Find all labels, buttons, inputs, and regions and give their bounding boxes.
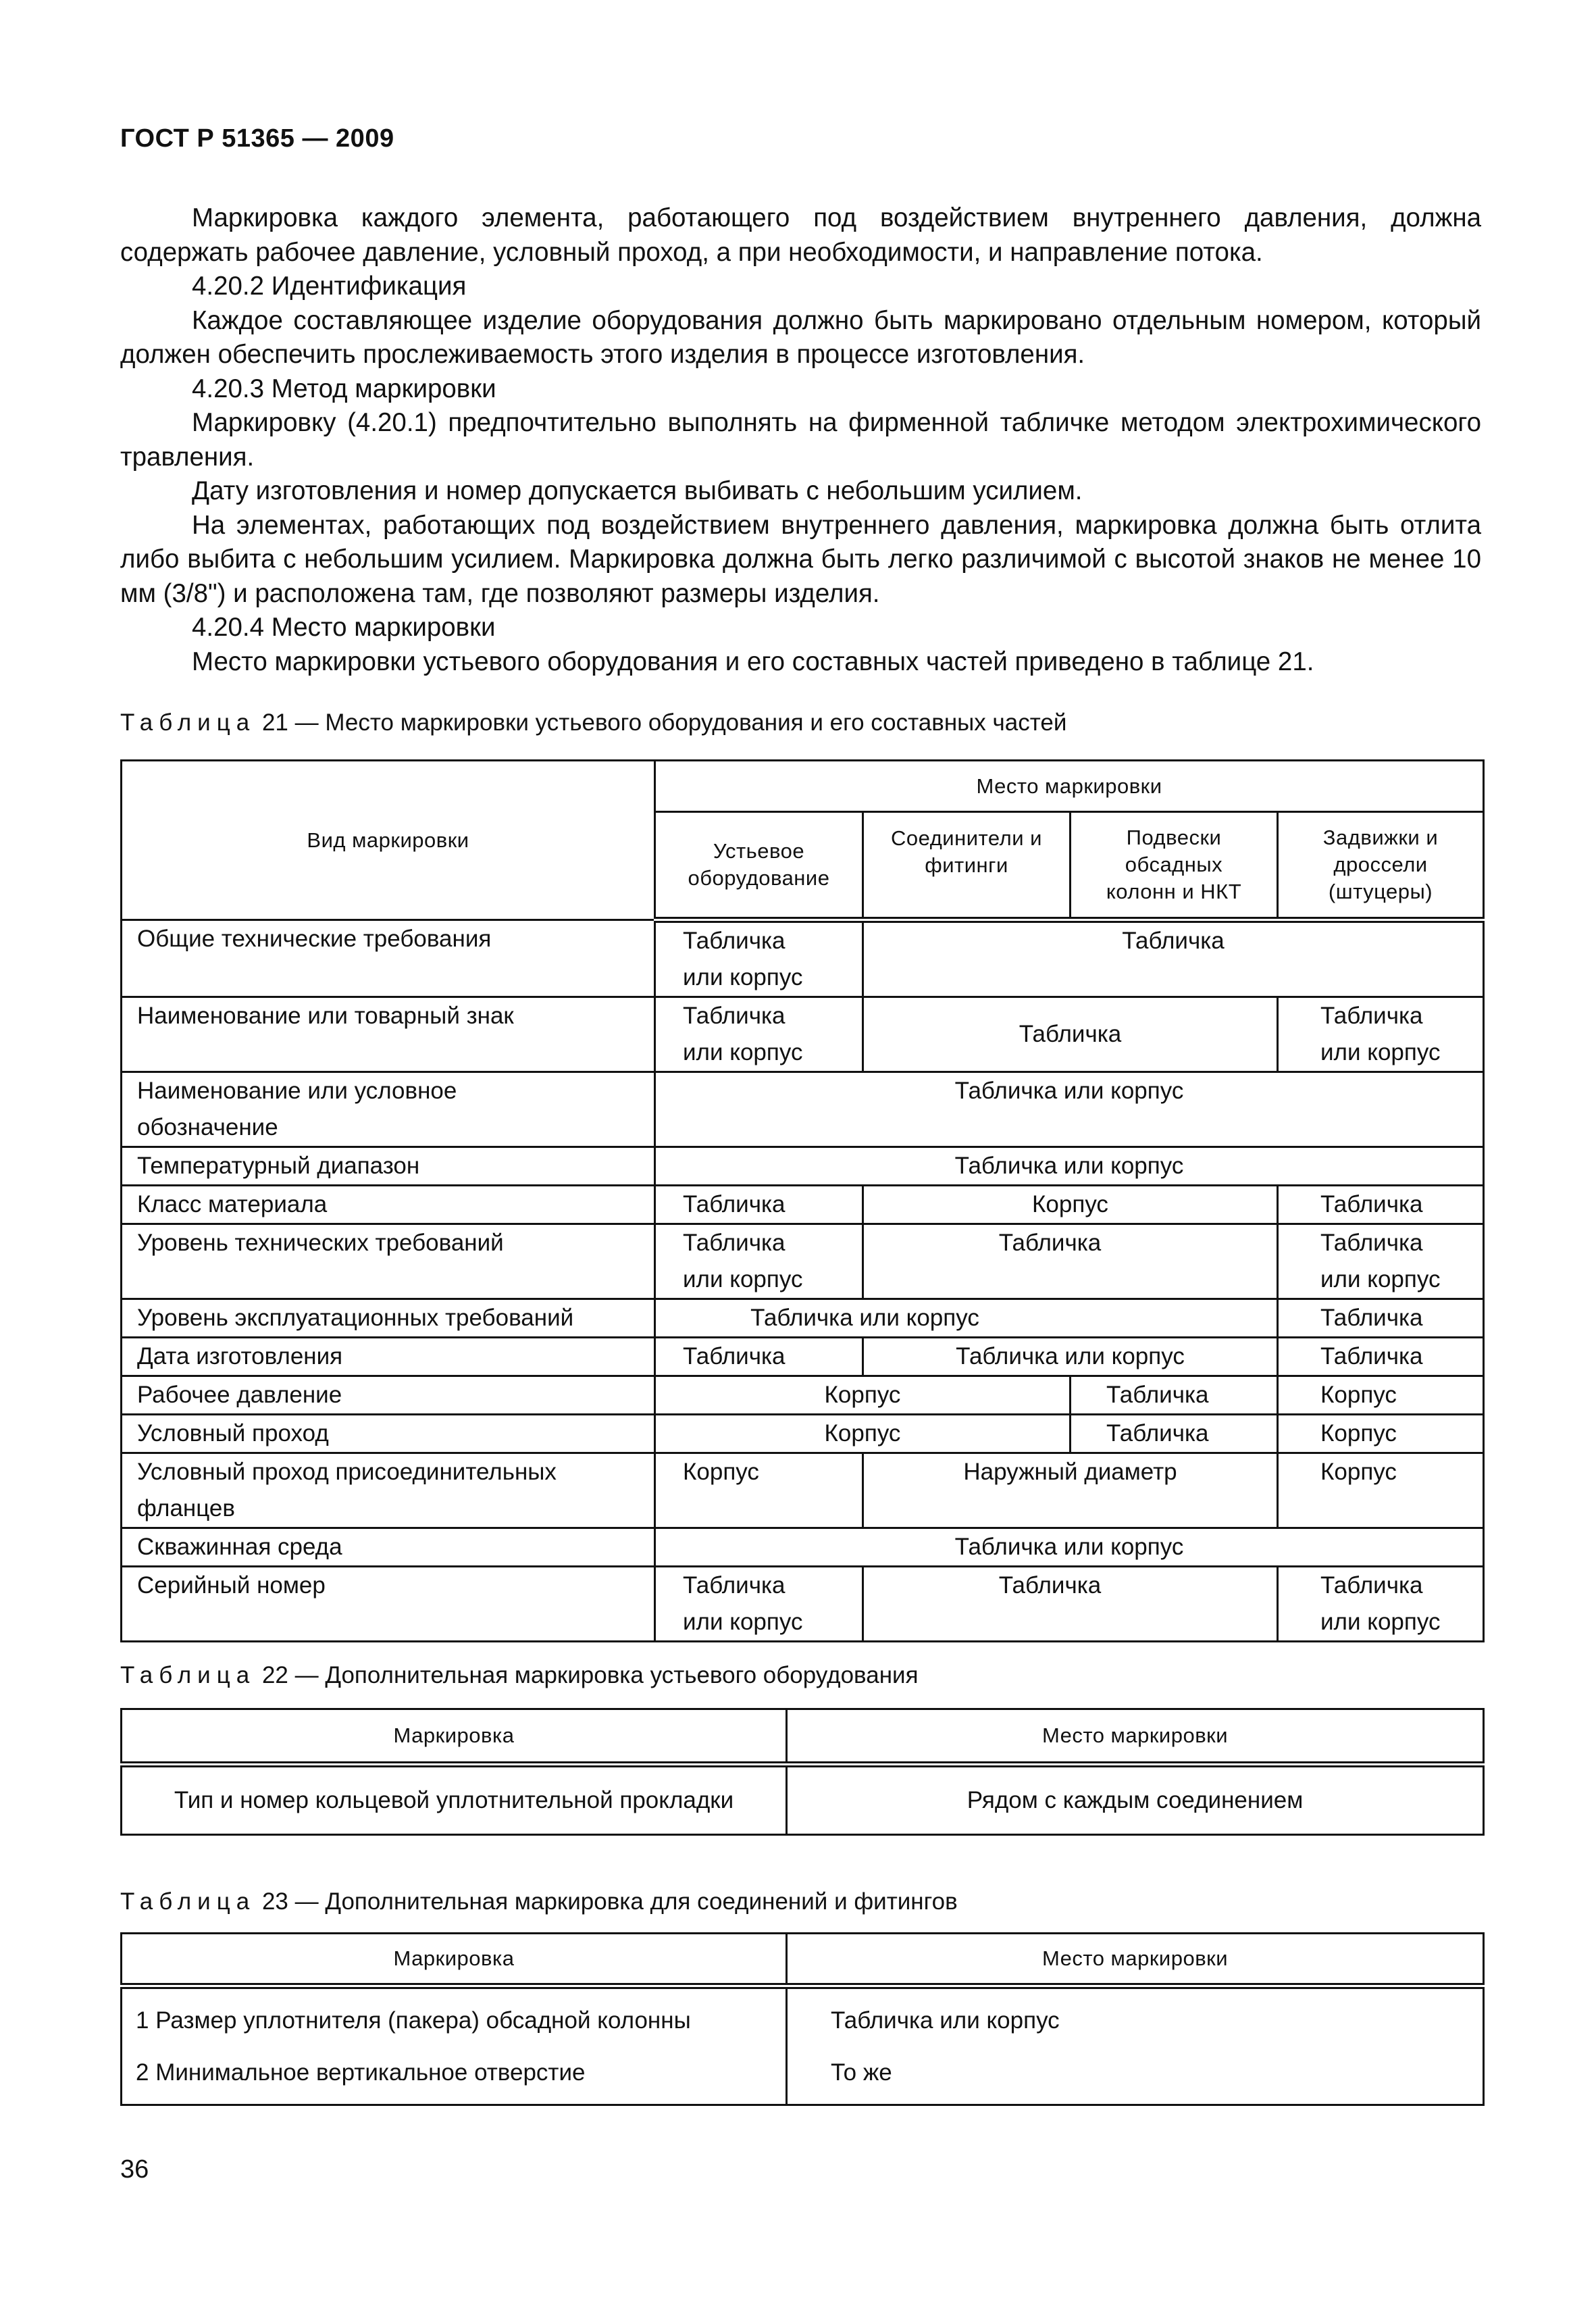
location-cell: Табличка [863,997,1278,1072]
location-cell: Табличка или корпус [655,1147,1484,1186]
header-marking: Маркировка [122,1709,787,1765]
mark-type-cell: Температурный диапазон [122,1147,655,1186]
header-connectors: Соединители и фитинги [863,812,1071,920]
table-21 [120,759,1485,1642]
section-heading: 4.20.3 Метод маркировки [192,374,496,403]
paragraph: Маркировка каждого элемента, работающего под воздействием внутреннего давления, должна содержать рабочее давление, условный проход, а при необходимости, и направление потока. [120,203,1481,267]
table-row [122,1376,1484,1415]
mark-type-cell: Уровень эксплуатационных требований [122,1299,655,1338]
mark-type-cell: Условный проход [122,1415,655,1453]
mark-type-cell: Класс материала [122,1186,655,1224]
mark-type-cell: Рабочее давление [122,1376,655,1415]
location-cell: Корпус [863,1186,1278,1224]
section-heading: 4.20.4 Место маркировки [192,613,496,642]
header-mark-location: Место маркировки [787,1934,1484,1986]
table-row [122,1299,1484,1338]
location-cell: Табличка [1278,1299,1484,1338]
header-mark-location: Место маркировки [655,761,1484,812]
table-row [122,1338,1484,1376]
table-row [122,1453,1484,1528]
table-row [122,1528,1484,1567]
header-mark-type: Вид маркировки [122,761,655,920]
document-header: ГОСТ Р 51365 — 2009 [120,124,394,153]
paragraph: Каждое составляющее изделие оборудования должно быть маркировано отдельным номером, который должен обеспечить прослеживаемость этого изделия в процессе изготовления. [120,305,1481,369]
mark-type-cell: Дата изготовления [122,1338,655,1376]
location-cell: Табличка или корпус [655,920,863,997]
location-cell: Рядом с каждым соединением [787,1765,1484,1835]
header-mark-location: Место маркировки [787,1709,1484,1765]
caption-label: Таблица [120,709,256,736]
table-row [122,1072,1484,1147]
body-text [120,201,1481,679]
page-number: 36 [120,2155,149,2184]
location-cell: Табличка или корпус [655,997,863,1072]
location-cell: Корпус [655,1376,1071,1415]
caption-label: Таблица [120,1662,256,1688]
marking-cell: 1 Размер уплотнителя (пакера) обсадной колонны 2 Минимальное вертикальное отверстие [122,1986,787,2105]
header-marking: Маркировка [122,1934,787,1986]
table-row [122,1415,1484,1453]
table-row [122,1765,1484,1835]
location-cell: Табличка [863,1567,1278,1642]
marking-cell: Тип и номер кольцевой уплотнительной прокладки [122,1765,787,1835]
location-cell: Табличка или корпус [655,1528,1484,1567]
mark-type-cell: Общие технические требования [122,920,655,997]
location-cell: Табличка или корпус [655,1072,1484,1147]
caption-label: Таблица [120,1888,256,1915]
table-row [122,920,1484,997]
location-cell: Табличка или корпус [863,1338,1278,1376]
header-wellhead: Устьевое оборудование [655,812,863,920]
table-23 [120,1932,1485,2106]
location-cell: Корпус [1278,1415,1484,1453]
table-row [122,1186,1484,1224]
location-cell: Табличка [1071,1415,1278,1453]
location-cell: Табличка [863,920,1484,997]
location-cell: Наружный диаметр [863,1453,1278,1528]
table-row [122,997,1484,1072]
location-cell: Табличка [655,1186,863,1224]
caption-text: 21 — Место маркировки устьевого оборудования и его составных частей [261,709,1067,736]
table-row [122,1147,1484,1186]
location-cell: Табличка [1278,1338,1484,1376]
location-cell: Табличка или корпус [655,1224,863,1299]
mark-type-cell: Наименование или товарный знак [122,997,655,1072]
location-cell: Корпус [655,1453,863,1528]
location-cell: Корпус [1278,1376,1484,1415]
paragraph: Дату изготовления и номер допускается выбивать с небольшим усилием. [192,476,1083,505]
table-22-caption [120,1662,919,1689]
caption-text: 22 — Дополнительная маркировка устьевого оборудования [261,1662,919,1688]
header-valves: Задвижки и дроссели (штуцеры) [1278,812,1484,920]
table-row [122,1986,1484,2105]
location-cell: Табличка [1071,1376,1278,1415]
mark-type-cell: Условный проход присоединительных фланцев [122,1453,655,1528]
table-row [122,1567,1484,1642]
mark-type-cell: Скважинная среда [122,1528,655,1567]
location-cell: Корпус [655,1415,1071,1453]
location-cell: Табличка [655,1338,863,1376]
paragraph: Место маркировки устьевого оборудования и его составных частей приведено в таблице 21. [192,647,1314,676]
table-22 [120,1708,1485,1836]
mark-type-cell: Серийный номер [122,1567,655,1642]
location-cell: Табличка или корпус [1278,1567,1484,1642]
section-heading: 4.20.2 Идентификация [192,272,467,301]
mark-type-cell: Наименование или условное обозначение [122,1072,655,1147]
table-21-caption [120,709,1066,736]
table-row [122,1224,1484,1299]
caption-text: 23 — Дополнительная маркировка для соединений и фитингов [261,1888,958,1915]
location-cell: Корпус [1278,1453,1484,1528]
paragraph: Маркировку (4.20.1) предпочтительно выполнять на фирменной табличке методом электрохимического травления. [120,408,1481,472]
location-cell: Табличка или корпус То же [787,1986,1484,2105]
header-hangers: Подвески обсадных колонн и НКТ [1071,812,1278,920]
location-cell: Табличка [863,1224,1278,1299]
mark-type-cell: Уровень технических требований [122,1224,655,1299]
location-cell: Табличка или корпус [1278,1224,1484,1299]
table-23-caption [120,1888,958,1915]
location-cell: Табличка [1278,1186,1484,1224]
location-cell: Табличка или корпус [655,1567,863,1642]
paragraph: На элементах, работающих под воздействием внутреннего давления, маркировка должна быть отлита либо выбита с небольшим усилием. Маркировка должна быть легко различимой с высотой знаков не менее 10 мм (3/8") и расположена там, где позволяют размеры изделия. [120,510,1481,608]
location-cell: Табличка или корпус [655,1299,1278,1338]
location-cell: Табличка или корпус [1278,997,1484,1072]
